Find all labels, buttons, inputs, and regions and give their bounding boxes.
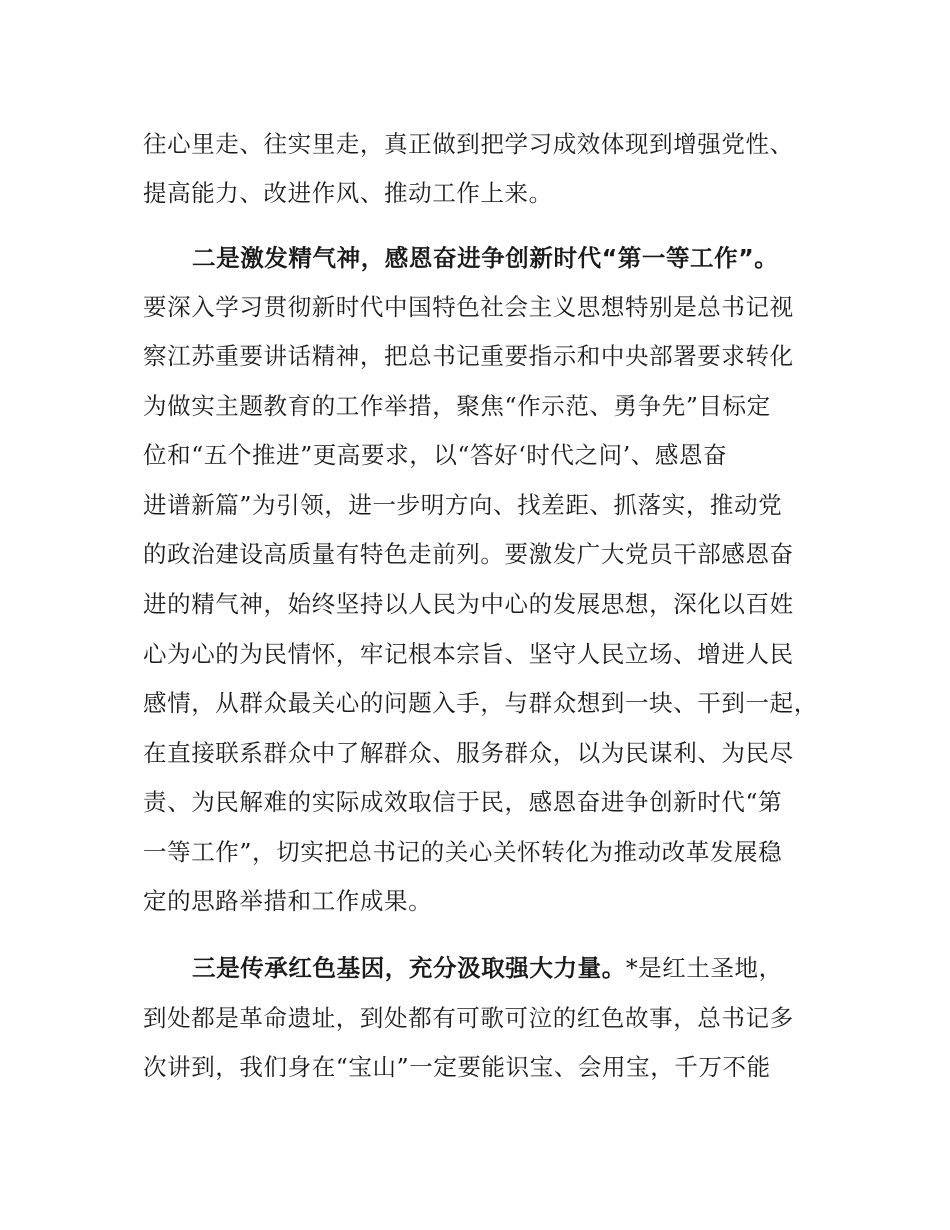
section-heading-line [192, 953, 783, 983]
section-heading: 三是传承红色基因，充分汲取强大力量。 [192, 954, 626, 982]
body-text-line: 到处都是革命遗址，到处都有可歌可泣的红色故事，总书记多 [143, 1004, 794, 1032]
body-text-line: 进谱新篇”为引领，进一步明方向、找差距、抓落实，推动党 [143, 491, 783, 519]
body-text-line: 感情，从群众最关心的问题入手，与群众想到一块、干到一起， [143, 689, 818, 717]
section-heading: 二是激发精气神，感恩奋进争创新时代“第一等工作”。 [192, 244, 779, 272]
body-text-line: 位和“五个推进”更高要求，以“答好‘时代之问’、感恩奋 [143, 441, 728, 469]
body-text-line: 要深入学习贯彻新时代中国特色社会主义思想特别是总书记视 [143, 293, 794, 321]
body-text-line: 察江苏重要讲话精神，把总书记重要指示和中央部署要求转化 [143, 342, 794, 370]
body-text-line: 提高能力、改进作风、推动工作上来。 [143, 179, 553, 207]
body-text-line: 的政治建设高质量有特色走前列。要激发广大党员干部感恩奋 [143, 540, 794, 568]
body-text-line: 进的精气神，始终坚持以人民为中心的发展思想，深化以百姓 [143, 590, 794, 618]
body-text-line: 次讲到，我们身在“宝山”一定要能识宝、会用宝，千万不能 [143, 1053, 771, 1081]
body-text-line: 心为心的为民情怀，牢记根本宗旨、坚守人民立场、增进人民 [143, 640, 794, 668]
heading-tail-text: *是红土圣地， [625, 954, 783, 982]
body-text-line: 定的思路举措和工作成果。 [143, 887, 433, 915]
body-text-line: 一等工作”，切实把总书记的关心关怀转化为推动改革发展稳 [143, 838, 783, 866]
body-text-line: 在直接联系群众中了解群众、服务群众，以为民谋利、为民尽 [143, 739, 794, 767]
body-text-line: 往心里走、往实里走，真正做到把学习成效体现到增强党性、 [143, 130, 794, 158]
body-text-line: 为做实主题教育的工作举措，聚焦“作示范、勇争先”目标定 [143, 392, 771, 420]
body-text-line: 责、为民解难的实际成效取信于民，感恩奋进争创新时代“第 [143, 788, 783, 816]
